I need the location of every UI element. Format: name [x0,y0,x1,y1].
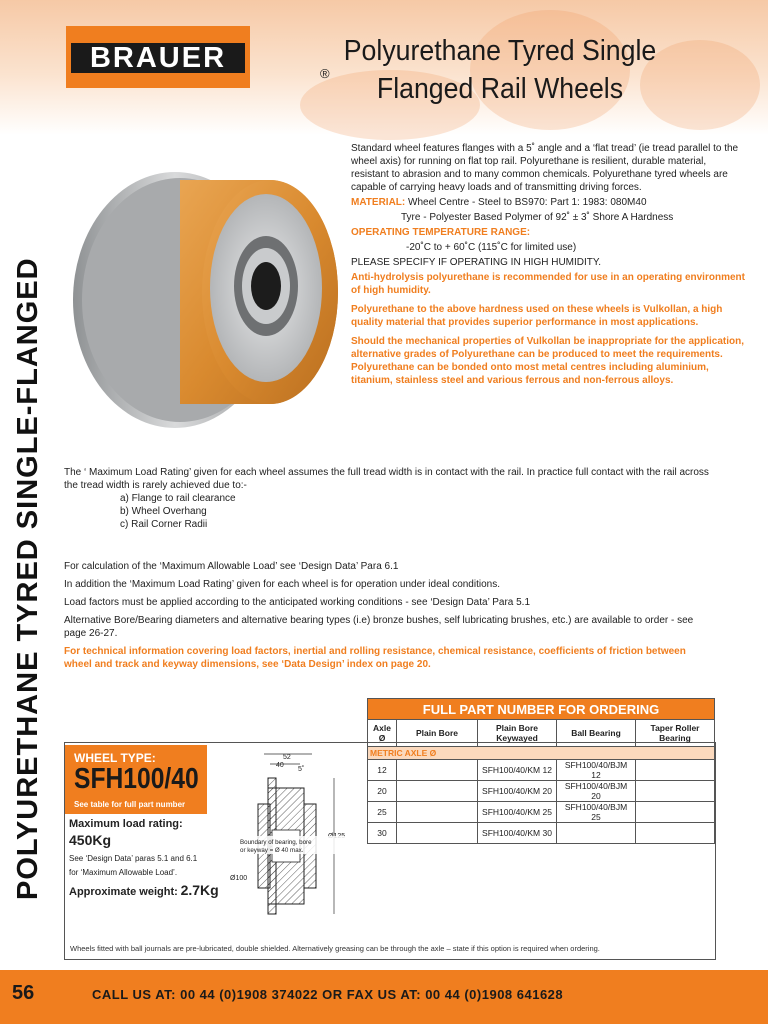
cell-keywayed: SFH100/40/KM 12 [478,760,557,781]
body-paragraph-6: For technical information covering load factors, inertial and rolling resistance, chemical resistance, coefficients of friction between wheel and track and keyway dimensions, see ‘Data Design’ index on page 20. [64,646,686,670]
wheel-photo [70,140,340,440]
cell-taper-roller [636,823,715,844]
temp-value: -20˚C to + 60˚C (115˚C for limited use) [406,242,577,253]
contact-line: CALL US AT: 00 44 (0)1908 374022 OR FAX US AT: 00 44 (0)1908 641628 [92,987,564,1002]
wheel-cross-section-diagram [228,748,368,918]
reason-a: a) Flange to rail clearance [120,493,236,504]
bore-note-2: or keyway = Ø 40 max. [240,847,304,854]
registered-mark: ® [320,66,330,81]
body-paragraph-2: For calculation of the ‘Maximum Allowable Load’ see ‘Design Data’ Para 6.1 [64,561,399,572]
page-number: 56 [12,982,35,1004]
reason-c: c) Rail Corner Radii [120,519,208,530]
title-line-1: Polyurethane Tyred Single [343,35,657,67]
body-paragraph-4: Load factors must be applied according to the anticipated working conditions - see ‘Design Data’ Para 5.1 [64,597,531,608]
reason-b: b) Wheel Overhang [120,506,207,517]
vulkollan-note: Polyurethane to the above hardness used on these wheels is Vulkollan, a high quality material that provides superior performance in most applications. [351,304,723,328]
wheel-type-note: See table for full part number [74,800,186,809]
intro-text [351,142,746,389]
page-title [307,32,693,108]
body-paragraph-1: The ‘ Maximum Load Rating’ given for each wheel assumes the full tread width is in contact with the rail. In practice full contact with the rail across the tread width is rarely achieved due to:- [64,467,709,491]
footer-bar [0,970,768,1024]
logo-text: BRAUER [71,43,245,73]
cell-axle: 12 [368,760,397,781]
col-header-ball-bearing: Ball Bearing [557,720,636,747]
cell-keywayed: SFH100/40/KM 30 [478,823,557,844]
body-paragraph-3: In addition the ‘Maximum Load Rating’ given for each wheel is for operation under ideal conditions. [64,579,500,590]
wheel-type-code: SFH100/40 [74,763,199,795]
bore-note-1: Boundary of bearing, bore [240,839,312,846]
design-data-ref-2: for ‘Maximum Allowable Load’. [69,868,178,877]
cell-taper-roller [636,760,715,781]
body-paragraphs [64,560,714,671]
footnote: Wheels fitted with ball journals are pre-lubricated, double shielded. Alternatively greasing can be through the axle – state if this option is required when ordering. [70,944,600,953]
cell-ball-bearing: SFH100/40/BJM 12 [557,760,636,781]
cell-axle: 30 [368,823,397,844]
hydrolysis-note: Anti-hydrolysis polyurethane is recommended for use in an operating environment of high humidity. [351,272,745,296]
material-line [351,196,746,209]
cell-taper-roller [636,802,715,823]
dim-52: 52 [283,754,291,761]
temp-label: OPERATING TEMPERATURE RANGE: [351,227,531,238]
cell-taper-roller [636,781,715,802]
part-number-table [367,698,715,844]
wheel-type-label: WHEEL TYPE: [74,751,156,765]
dim-angle: 5˚ [298,766,305,773]
load-rating-intro [64,466,714,531]
max-load-label: Maximum load rating: [69,818,183,830]
cell-ball-bearing: SFH100/40/BJM 25 [557,802,636,823]
design-data-ref-1: See ‘Design Data’ paras 5.1 and 6.1 [69,854,198,863]
cell-axle: 20 [368,781,397,802]
alternative-grades-note: Should the mechanical properties of Vulkollan be inappropriate for the application, alternative grades of Polyurethane can be produced to meet the requirements. Polyurethane can be bonded onto most metal centres including aluminium, titanium, stainless steel and various ferrous and non-ferrous alloys. [351,336,745,386]
col-header-keywayed: Plain Bore Keywayed [478,720,557,747]
load-info [69,818,219,898]
body-paragraph-5: Alternative Bore/Bearing diameters and alternative bearing types (i.e) bronze bushes, self lubricating brushes, etc.) are available to order - see page 26-27. [64,615,694,639]
weight-label: Approximate weight: [69,886,178,898]
col-header-plain-bore: Plain Bore [397,720,478,747]
cell-keywayed: SFH100/40/KM 25 [478,802,557,823]
wheel-type-box [65,745,207,814]
col-header-axle: Axle Ø [368,720,397,747]
table-caption: FULL PART NUMBER FOR ORDERING [368,699,715,720]
col-header-taper-roller: Taper Roller Bearing [636,720,715,747]
table-row [368,823,715,844]
max-load-value: 450Kg [69,832,112,848]
table-row [368,781,715,802]
cell-plain-bore [397,760,478,781]
weight-value: 2.7Kg [180,882,219,898]
cell-keywayed: SFH100/40/KM 20 [478,781,557,802]
sidebar-section-title: POLYURETHANE TYRED SINGLE-FLANGED [12,257,44,900]
cell-axle: 25 [368,802,397,823]
table-row [368,802,715,823]
dim-diameter-100: Ø100 [230,875,248,882]
weight-line [69,882,219,898]
intro-paragraph: Standard wheel features flanges with a 5˚ angle and a ‘flat tread’ (ie tread parallel to the wheel axis) for running on flat top rail. Polyurethane is resilient, durable material, resistant to abrasion and to many common chemicals. Polyurethane tyred wheels are capable of carrying heavy loads and of transmitting driving forces. [351,143,739,193]
table-section-metric: METRIC AXLE Ø [368,747,715,760]
material-centre: Wheel Centre - Steel to BS970: Part 1: 1983: 080M40 [408,197,647,208]
cell-plain-bore [397,823,478,844]
cell-plain-bore [397,781,478,802]
humidity-note: PLEASE SPECIFY IF OPERATING IN HIGH HUMIDITY. [351,257,602,268]
cell-ball-bearing: SFH100/40/BJM 20 [557,781,636,802]
dim-40: 40 [276,762,284,769]
table-row [368,760,715,781]
material-label: MATERIAL: [351,197,406,208]
title-line-2: Flanged Rail Wheels [376,73,624,105]
brauer-logo [66,26,250,88]
cell-plain-bore [397,802,478,823]
material-tyre: Tyre - Polyester Based Polymer of 92˚ ± 3˚ Shore A Hardness [401,212,674,223]
cell-ball-bearing [557,823,636,844]
